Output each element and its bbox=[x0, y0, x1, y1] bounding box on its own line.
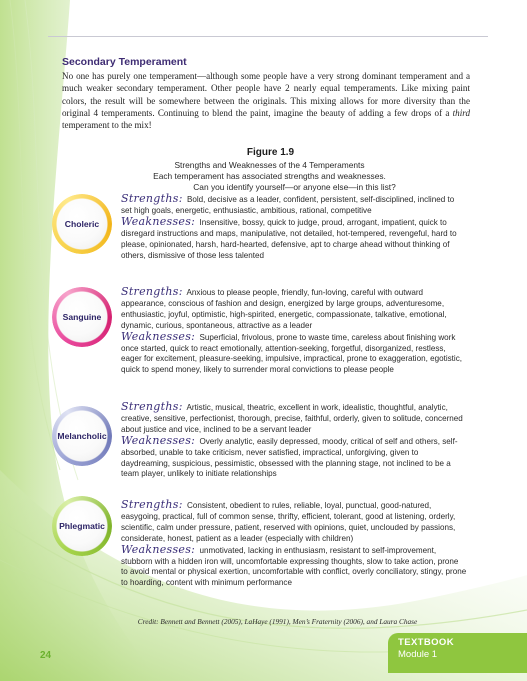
figure-label: Figure 1.9 bbox=[246, 147, 295, 158]
figure-line-2: Can you identify yourself—or anyone else—in this list? bbox=[193, 182, 396, 192]
weaknesses-text: Overly analytic, easily depressed, moody, critical of self and others, self-absorbed, unable to take criticism, never satisfied, impractical, unforgiving, given to daydreaming, suspicious, pessimistic, obsessed with the planning stage, not inclined to be a team player, unlikely to initiate relationships bbox=[121, 436, 458, 479]
strengths-heading: Strengths: bbox=[121, 498, 183, 511]
strengths-heading: Strengths: bbox=[121, 285, 183, 298]
temperament-description bbox=[121, 194, 467, 261]
weaknesses-text: Superficial, frivolous, prone to waste time, careless about finishing work once started, quick to react emotionally, attention-seeking, forgetful, disorganized, restless, eager for excitement, pleasure-seeking, impulsive, impractical, prone to exaggeration, egotistic, quick to spend money, likely to surrender moral convictions to please people bbox=[121, 332, 463, 375]
strengths-heading: Strengths: bbox=[121, 400, 183, 413]
strengths-text: Artistic, musical, theatric, excellent in work, idealistic, thoughtful, analytic, creative, sensitive, perfectionist, thorough, precise, faithful, orderly, given to solitude, concerned about justice and vice, inclined to be a servant leader bbox=[121, 403, 463, 434]
intro-text-1: No one has purely one temperament—although some people have a very strong dominant temperament and a much weaker secondary temperament. Other people have 2 nearly equal temperaments. Like mixing paint colors, the result will be somewhere between the originals. This mixing allows for more diversity than the original 4 temperaments. Continuing to blend the paint, imagine the beauty of adding a few drops of a bbox=[62, 71, 470, 118]
figure-credit: Credit: Bennett and Bennett (2005), LaHaye (1991), Men’s Fraternity (2006), and Laura Chase bbox=[137, 617, 418, 626]
temperament-badge bbox=[56, 500, 108, 552]
temperament-name: Choleric bbox=[64, 219, 100, 229]
strengths-text: Anxious to please people, friendly, fun-loving, careful with outward appearance, conscious of fashion and design, energized by large groups, adventuresome, enthusiastic, joyful, optimistic, high-spirited, energetic, compassionate, talkative, emotional, dynamic, curious, spontaneous, attractive as a leader bbox=[121, 288, 447, 330]
figure-caption: Strengths and Weaknesses of the 4 Temperaments bbox=[174, 160, 365, 170]
strengths-heading: Strengths: bbox=[121, 192, 183, 205]
section-title: Secondary Temperament bbox=[62, 56, 187, 68]
intro-emphasis: third bbox=[452, 107, 470, 118]
temperament-badge bbox=[56, 291, 108, 343]
figure-line-1: Each temperament has associated strengths and weaknesses. bbox=[153, 171, 386, 181]
weaknesses-text: unmotivated, lacking in enthusiasm, resistant to self-improvement, stubborn with a hidden iron will, uncomfortable expressing thoughts, slow to take action, prone to avoid mental or physical exertion, uncomfortable with conflict, overly conciliatory, stingy, prone to hoarding, content with minimum performance bbox=[121, 545, 467, 588]
temperament-description bbox=[121, 402, 467, 480]
intro-text-2: temperament to the mix! bbox=[62, 120, 152, 131]
strengths-text: Consistent, obedient to rules, reliable, loyal, punctual, good-natured, easygoing, practical, full of common sense, thrifty, efficient, tolerant, good at listening, orderly, scientific, calm under pressure, patient, reserved with opinions, quiet, unclouded by passions, considerate, honest, patient as a leader (especially with children) bbox=[121, 501, 456, 543]
footer-tab bbox=[388, 633, 527, 673]
weaknesses-heading: Weaknesses: bbox=[121, 329, 196, 343]
temperament-description bbox=[121, 500, 467, 589]
temperament-name: Phlegmatic bbox=[59, 521, 105, 531]
temperament-badge bbox=[56, 198, 108, 250]
temperament-name: Sanguine bbox=[62, 312, 102, 322]
footer-book-label: TEXTBOOK bbox=[398, 637, 454, 648]
weaknesses-heading: Weaknesses: bbox=[121, 433, 196, 447]
temperament-name: Melancholic bbox=[57, 431, 107, 441]
weaknesses-heading: Weaknesses: bbox=[121, 214, 196, 228]
temperament-badge bbox=[56, 410, 108, 462]
strengths-text: Bold, decisive as a leader, confident, persistent, self-disciplined, inclined to set high goals, energetic, enthusiastic, ambitious, rational, competitive bbox=[121, 195, 455, 215]
page-number: 24 bbox=[40, 650, 52, 661]
weaknesses-text: Insensitive, bossy, quick to judge, proud, arrogant, impatient, quick to disregard instructions and maps, manipulative, not detailed, hot-tempered, revengeful, hard to please, opinionated, harsh, hard-hearted, defensive, apt to charge ahead without thinking of others, dismissive of those less talented bbox=[121, 217, 457, 260]
temperament-description bbox=[121, 287, 467, 376]
intro-paragraph bbox=[62, 70, 470, 131]
weaknesses-heading: Weaknesses: bbox=[121, 542, 196, 556]
footer-module-label: Module 1 bbox=[398, 649, 438, 660]
